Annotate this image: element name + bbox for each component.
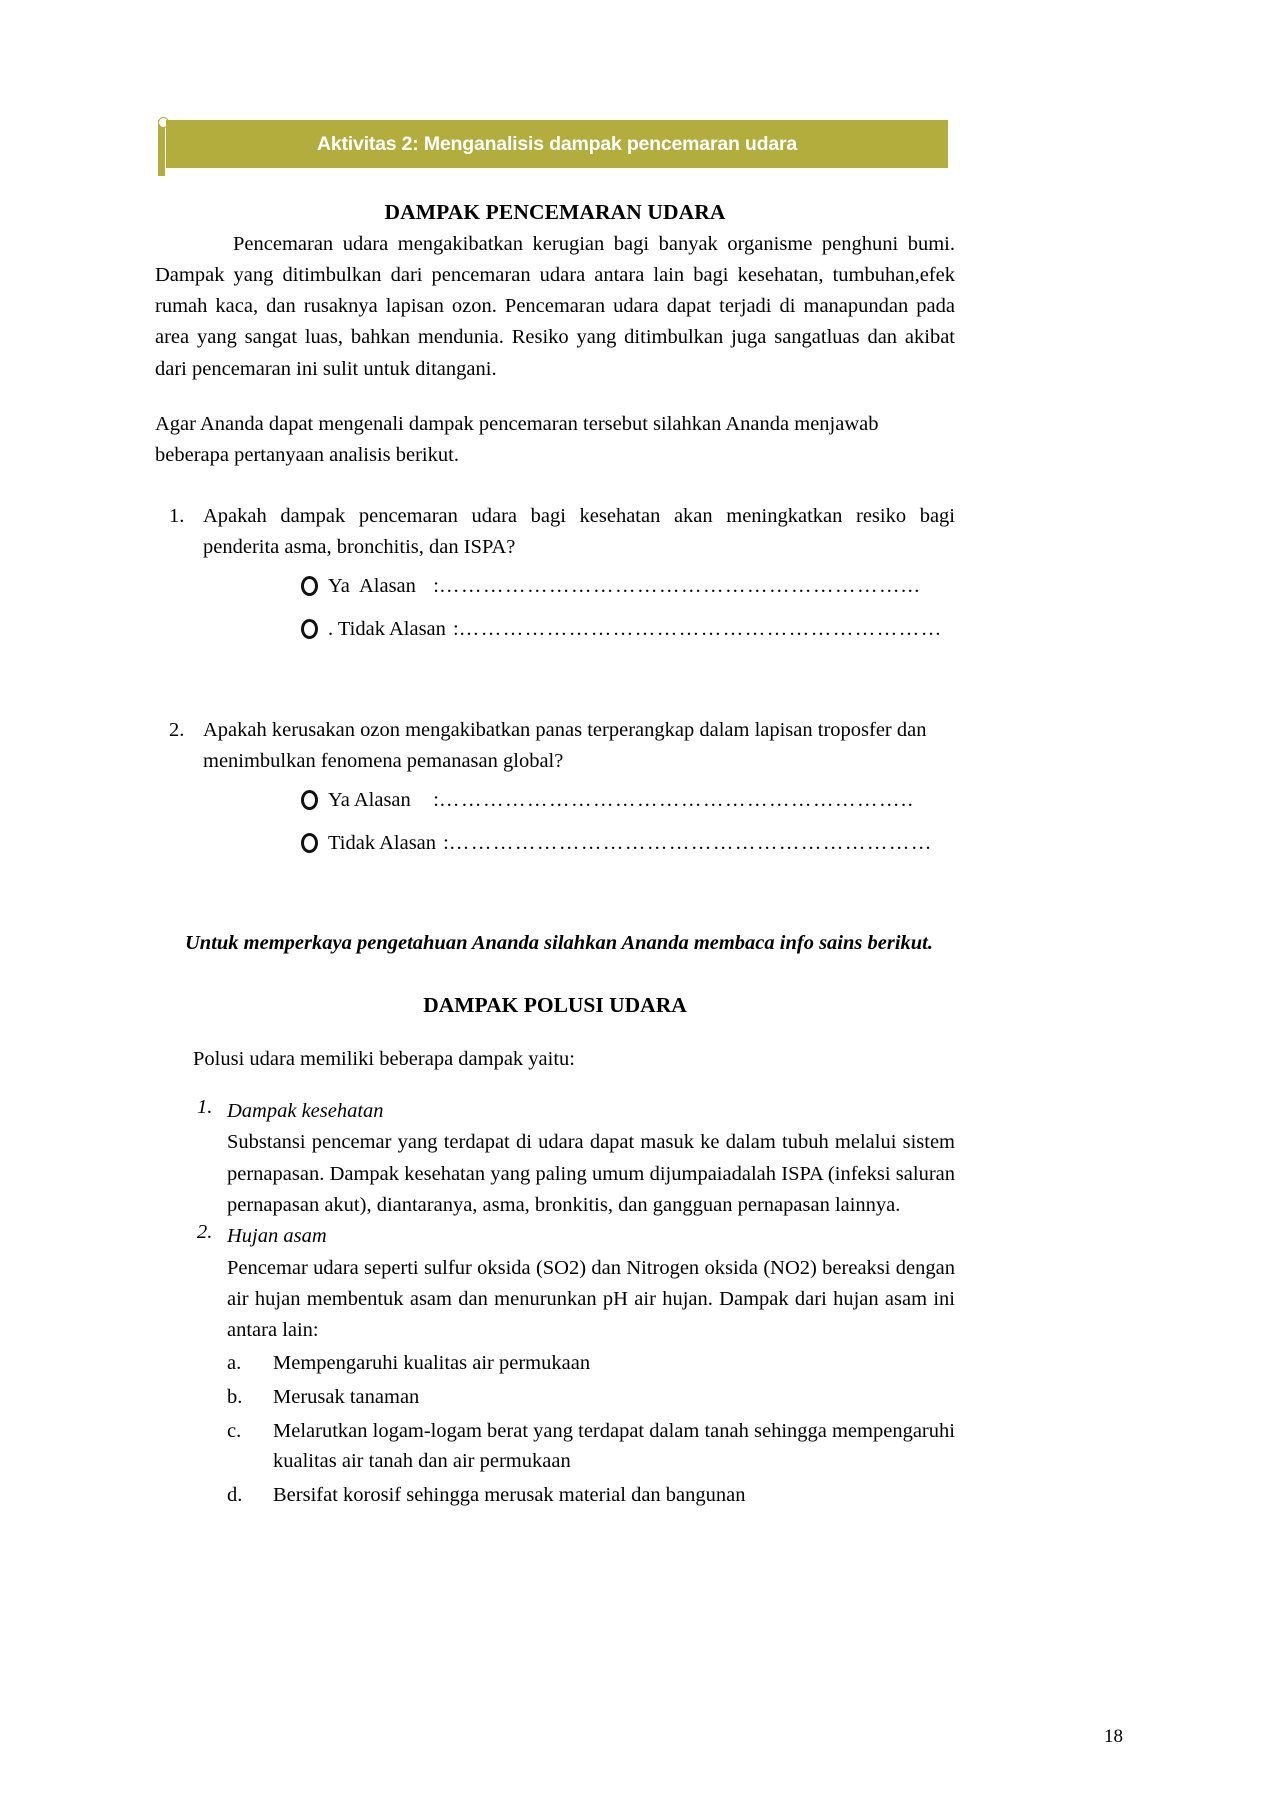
impact-body: Substansi pencemar yang terdapat di udara dapat masuk ke dalam tubuh melalui sistem pernapasan. Dampak kesehatan yang paling umum dijumpaiadalah ISPA (infeksi saluran pernapasan akut), diantaranya, asma, bronkitis, dan gangguan pernapasan lainnya. bbox=[227, 1131, 955, 1216]
question-list bbox=[155, 501, 955, 856]
banner-title: Aktivitas 2: Menganalisis dampak pencemaran udara bbox=[316, 132, 798, 155]
option-colon: : bbox=[417, 575, 439, 598]
list-item-text: Melarutkan logam-logam berat yang terdapat dalam tanah sehingga mempengaruhi kualitas air tanah dan air permukaan bbox=[273, 1419, 955, 1473]
radio-button-icon[interactable] bbox=[301, 576, 318, 596]
question-item-1 bbox=[155, 501, 955, 643]
list-item bbox=[227, 1348, 955, 1379]
impact-item-1 bbox=[155, 1096, 955, 1221]
banner-accent-bar bbox=[158, 120, 165, 176]
question-1-options bbox=[203, 573, 955, 642]
impact-item-2 bbox=[155, 1221, 955, 1511]
section-title: DAMPAK POLUSI UDARA bbox=[423, 993, 687, 1018]
list-item bbox=[227, 1416, 955, 1478]
acid-rain-effects-list bbox=[227, 1348, 955, 1511]
question-text: Apakah kerusakan ozon mengakibatkan panas terperangkap dalam lapisan troposfer dan menimbulkan fenomena pemanasan global? bbox=[203, 718, 927, 772]
impact-number: 2. bbox=[197, 1220, 213, 1243]
activity-banner bbox=[158, 120, 948, 168]
banner-background bbox=[166, 120, 948, 168]
question-item-2 bbox=[155, 715, 955, 857]
option-row-ya[interactable] bbox=[301, 573, 955, 600]
list-item-text: Merusak tanaman bbox=[273, 1385, 420, 1408]
radio-button-icon[interactable] bbox=[301, 833, 318, 853]
option-label: Ya Alasan bbox=[328, 789, 411, 811]
option-row-ya[interactable] bbox=[301, 787, 955, 814]
question-spacer bbox=[155, 659, 955, 715]
option-label: Tidak Alasan bbox=[328, 831, 437, 854]
answer-dotted-line[interactable]: ………………………………………………………… bbox=[448, 831, 933, 854]
list-item bbox=[227, 1382, 955, 1413]
radio-button-icon[interactable] bbox=[301, 790, 318, 810]
info-note: Untuk memperkaya pengetahuan Ananda silahkan Ananda membaca info sains berikut. bbox=[185, 932, 933, 955]
list-item-letter: c. bbox=[227, 1419, 242, 1442]
impact-list bbox=[155, 1096, 955, 1511]
list-item bbox=[227, 1480, 955, 1511]
intro-paragraph: Pencemaran udara mengakibatkan kerugian bagi banyak organisme penghuni bumi. Dampak yang ditimbulkan dari pencemaran udara antara lain bagi kesehatan, tumbuhan,efek rumah kaca, dan rusaknya lapisan ozon. Pencemaran udara dapat terjadi di manapundan pada area yang sangat luas, bahkan mendunia. Resiko yang ditimbulkan juga sangatluas dan akibat dari pencemaran ini sulit untuk ditangani. bbox=[155, 233, 955, 380]
answer-dotted-line[interactable]: ………………………………………………………… bbox=[458, 618, 943, 641]
instruction-paragraph: Agar Ananda dapat mengenali dampak pencemaran tersebut silahkan Ananda menjawab beberapa pertanyaan analisis berikut. bbox=[155, 412, 879, 466]
list-item-letter: b. bbox=[227, 1385, 243, 1408]
impact-heading: Dampak kesehatan bbox=[227, 1099, 384, 1122]
section-lead: Polusi udara memiliki beberapa dampak yaitu: bbox=[193, 1048, 575, 1071]
option-row-tidak[interactable] bbox=[301, 616, 955, 643]
list-item-letter: a. bbox=[227, 1352, 242, 1375]
question-number: 1. bbox=[169, 505, 185, 528]
answer-dotted-line[interactable]: ……………………………………………………….. bbox=[438, 789, 915, 811]
list-item-letter: d. bbox=[227, 1484, 243, 1507]
option-row-tidak[interactable] bbox=[301, 830, 955, 857]
impact-heading: Hujan asam bbox=[227, 1224, 327, 1247]
impact-number: 1. bbox=[197, 1095, 213, 1118]
page-number: 18 bbox=[1104, 1726, 1123, 1747]
page-title: DAMPAK PENCEMARAN UDARA bbox=[384, 200, 726, 224]
question-number: 2. bbox=[169, 718, 185, 741]
question-text: Apakah dampak pencemaran udara bagi kesehatan akan meningkatkan resiko bagi penderita asma, bronchitis, dan ISPA? bbox=[203, 505, 955, 559]
radio-button-icon[interactable] bbox=[301, 619, 318, 639]
document-content bbox=[155, 200, 955, 1514]
answer-dotted-line[interactable]: ………………………………………………………... bbox=[438, 575, 921, 598]
list-item-text: Bersifat korosif sehingga merusak material dan bangunan bbox=[273, 1484, 746, 1507]
option-label: Ya Alasan bbox=[328, 575, 416, 598]
section-spacer bbox=[155, 872, 955, 928]
question-2-options bbox=[203, 787, 955, 856]
option-colon: : bbox=[447, 618, 459, 641]
option-label: . Tidak Alasan bbox=[328, 618, 446, 641]
list-item-text: Mempengaruhi kualitas air permukaan bbox=[273, 1352, 591, 1375]
option-colon: : bbox=[412, 789, 439, 811]
impact-body: Pencemar udara seperti sulfur oksida (SO2) dan Nitrogen oksida (NO2) bereaksi dengan air hujan membentuk asam dan menurunkan pH air hujan. Dampak dari hujan asam ini antara lain: bbox=[227, 1256, 955, 1341]
option-colon: : bbox=[438, 831, 449, 854]
